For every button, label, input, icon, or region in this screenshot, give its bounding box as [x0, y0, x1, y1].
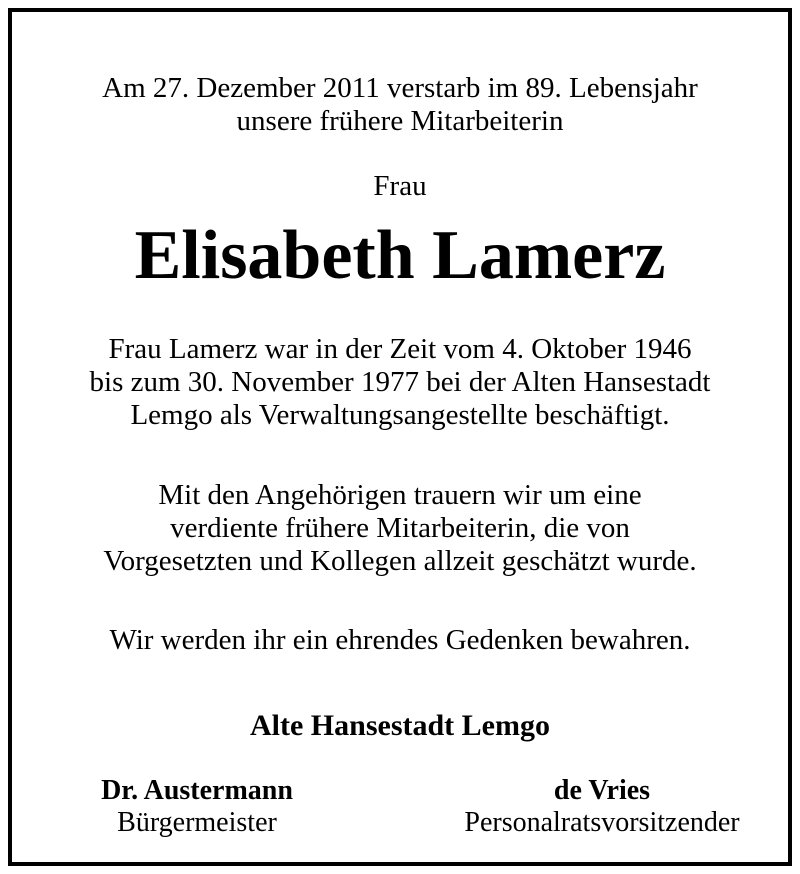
mourning-paragraph	[12, 479, 788, 578]
paragraph-line: Vorgesetzten und Kollegen allzeit geschätzt wurde.	[103, 545, 697, 577]
paragraph-line: Mit den Angehörigen trauern wir um eine	[158, 479, 642, 511]
paragraph-line: Wir werden ihr ein ehrendes Gedenken bewahren.	[109, 624, 691, 656]
intro-line: Am 27. Dezember 2011 verstarb im 89. Lebensjahr	[102, 72, 698, 104]
salutation: Frau	[373, 170, 427, 202]
paragraph-line: Frau Lamerz war in der Zeit vom 4. Oktober 1946	[108, 333, 692, 365]
remembrance-paragraph	[12, 624, 788, 657]
signer-name: de Vries	[553, 775, 651, 806]
signer-title: Personalratsvorsitzender	[464, 807, 740, 838]
signer-name: Dr. Austermann	[101, 775, 293, 806]
intro-text	[12, 72, 788, 138]
paragraph-line: Lemgo als Verwaltungsangestellte beschäftigt.	[130, 399, 670, 431]
signer-mayor	[72, 775, 322, 839]
paragraph-line: verdiente frühere Mitarbeiterin, die von	[170, 512, 630, 544]
obituary-frame	[8, 8, 792, 866]
deceased-name: Elisabeth Lamerz	[134, 217, 666, 294]
intro-line: unsere frühere Mitarbeiterin	[236, 105, 564, 137]
signer-council-chair	[432, 775, 772, 839]
employment-paragraph	[12, 333, 788, 432]
paragraph-line: bis zum 30. November 1977 bei der Alten Hansestadt	[89, 366, 711, 398]
organization-name: Alte Hansestadt Lemgo	[250, 709, 550, 742]
signer-title: Bürgermeister	[117, 807, 277, 838]
